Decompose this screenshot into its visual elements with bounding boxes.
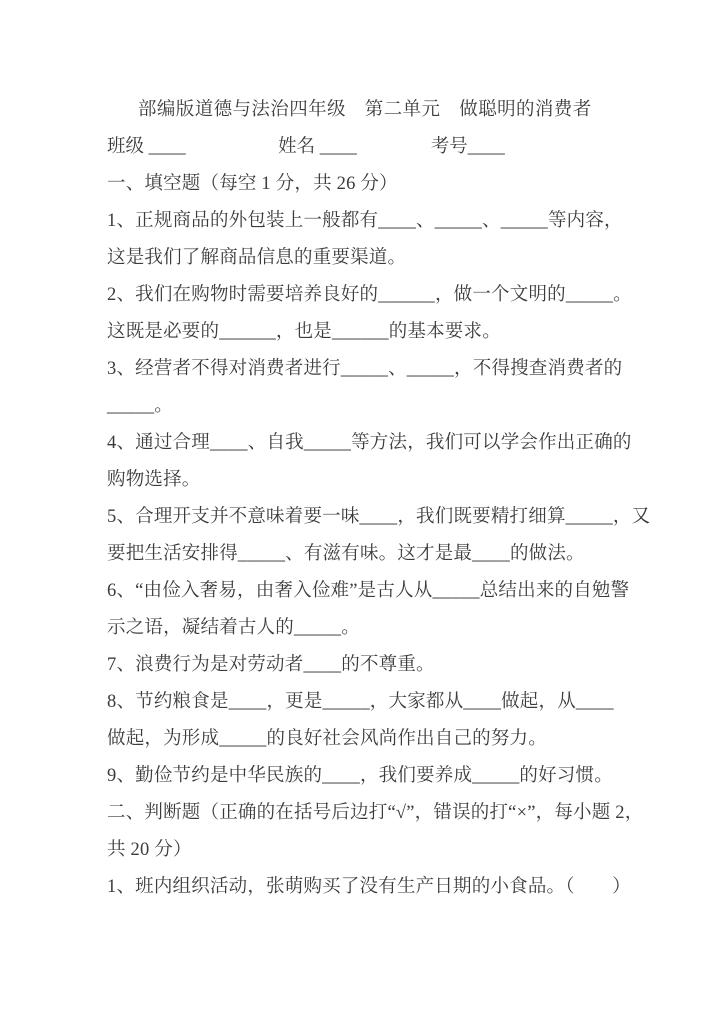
section-heading-true-false-line-2: 共 20 分）	[107, 840, 192, 860]
question-5-line-1: 5、合理开支并不意味着要一味____，我们既要精打细算_____，又	[107, 507, 651, 527]
question-2-line-1: 2、我们在购物时需要培养良好的______，做一个文明的_____。	[107, 285, 632, 305]
question-6-line-2: 示之语，凝结着古人的_____。	[107, 618, 360, 638]
question-8-line-2: 做起，为形成_____的良好社会风尚作出自己的努力。	[107, 729, 547, 749]
question-2-line-2: 这既是必要的______，也是______的基本要求。	[107, 322, 501, 342]
question-8-line-1: 8、节约粮食是____，更是_____，大家都从____做起，从____	[107, 692, 614, 712]
section-heading-true-false-line-1: 二、判断题（正确的在括号后边打“√”，错误的打“×”，每小题 2，	[107, 803, 644, 823]
question-4-line-1: 4、通过合理____、自我_____等方法，我们可以学会作出正确的	[107, 433, 632, 453]
question-6-line-1: 6、“由俭入奢易，由奢入俭难”是古人从_____总结出来的自勉警	[107, 581, 630, 601]
student-info-line: 班级 ____ 姓名 ____ 考号____	[107, 137, 505, 157]
question-4-line-2: 购物选择。	[107, 470, 201, 490]
tf-question-1-line-1: 1、班内组织活动，张萌购买了没有生产日期的小食品。（ ）	[107, 877, 631, 897]
question-3-line-1: 3、经营者不得对消费者进行_____、_____，不得搜查消费者的	[107, 359, 623, 379]
question-1-line-2: 这是我们了解商品信息的重要渠道。	[107, 248, 407, 268]
document-title: 部编版道德与法治四年级 第二单元 做聪明的消费者	[138, 100, 592, 120]
section-heading-fill-in-blank: 一、填空题（每空 1 分，共 26 分）	[107, 174, 398, 194]
question-3-line-2: _____。	[107, 396, 173, 416]
question-5-line-2: 要把生活安排得_____、有滋有味。这才是最____的做法。	[107, 544, 585, 564]
question-7-line-1: 7、浪费行为是对劳动者____的不尊重。	[107, 655, 435, 675]
document-body	[107, 92, 651, 906]
question-9-line-1: 9、勤俭节约是中华民族的____，我们要养成_____的好习惯。	[107, 766, 613, 786]
question-1-line-1: 1、正规商品的外包装上一般都有____、_____、_____等内容，	[107, 211, 623, 231]
